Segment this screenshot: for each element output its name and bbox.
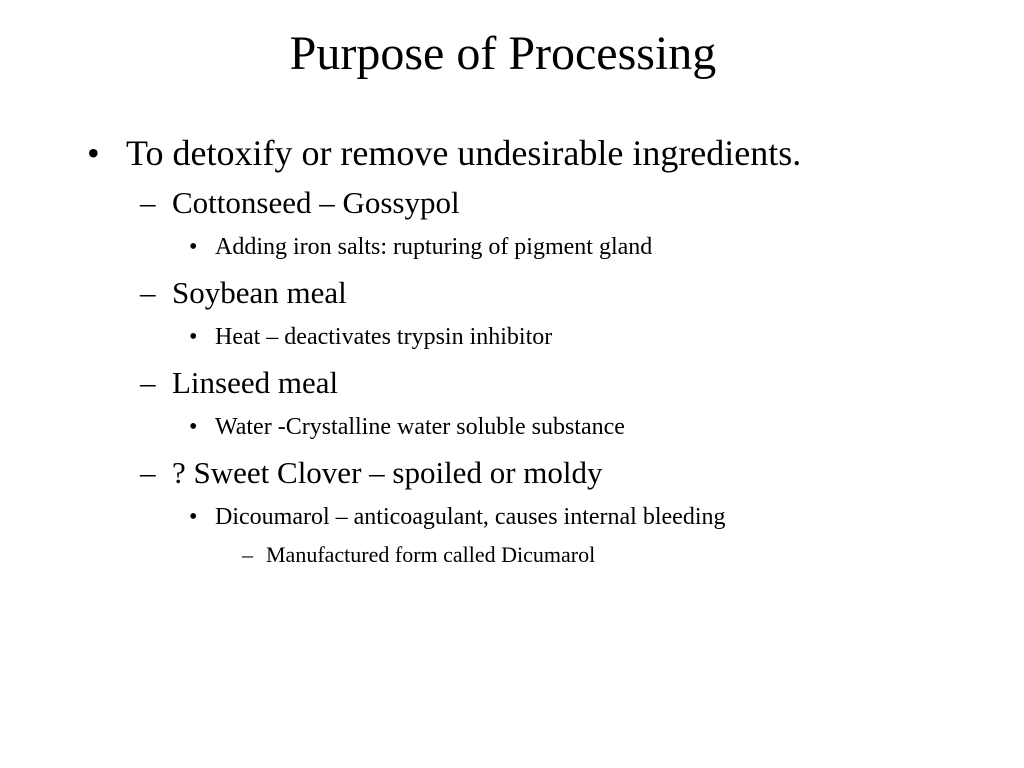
bullet-text: Adding iron salts: rupturing of pigment gland — [215, 234, 653, 260]
bullet-text: Manufactured form called Dicumarol — [266, 542, 596, 567]
bullet-item-level1 — [87, 131, 987, 175]
slide-title: Purpose of Processing — [289, 27, 717, 80]
dash-marker: – — [140, 275, 156, 310]
bullet-marker: • — [189, 414, 198, 440]
bullet-item-level2 — [140, 454, 940, 492]
bullet-item-level2 — [140, 364, 940, 402]
bullet-text: Cottonseed – Gossypol — [172, 185, 460, 220]
bullet-text: Water -Crystalline water soluble substance — [215, 414, 625, 440]
bullet-text: To detoxify or remove undesirable ingredients. — [126, 133, 802, 173]
bullet-marker: • — [87, 133, 100, 173]
bullet-marker: • — [189, 324, 198, 350]
bullet-text: ? Sweet Clover – spoiled or moldy — [172, 455, 603, 490]
bullet-item-level4 — [242, 541, 892, 569]
bullet-marker: • — [189, 504, 198, 530]
bullet-item-level3 — [189, 412, 889, 442]
bullet-text: Soybean meal — [172, 275, 347, 310]
bullet-item-level2 — [140, 274, 940, 312]
dash-marker: – — [140, 185, 156, 220]
dash-marker: – — [140, 365, 156, 400]
bullet-item-level3 — [189, 502, 889, 532]
bullet-item-level3 — [189, 322, 889, 352]
bullet-text: Linseed meal — [172, 365, 339, 400]
dash-marker: – — [140, 455, 156, 490]
dash-marker: – — [242, 542, 253, 567]
bullet-text: Heat – deactivates trypsin inhibitor — [215, 324, 553, 350]
bullet-marker: • — [189, 234, 198, 260]
bullet-item-level3 — [189, 232, 889, 262]
bullet-item-level2 — [140, 184, 940, 222]
bullet-text: Dicoumarol – anticoagulant, causes internal bleeding — [215, 504, 726, 530]
